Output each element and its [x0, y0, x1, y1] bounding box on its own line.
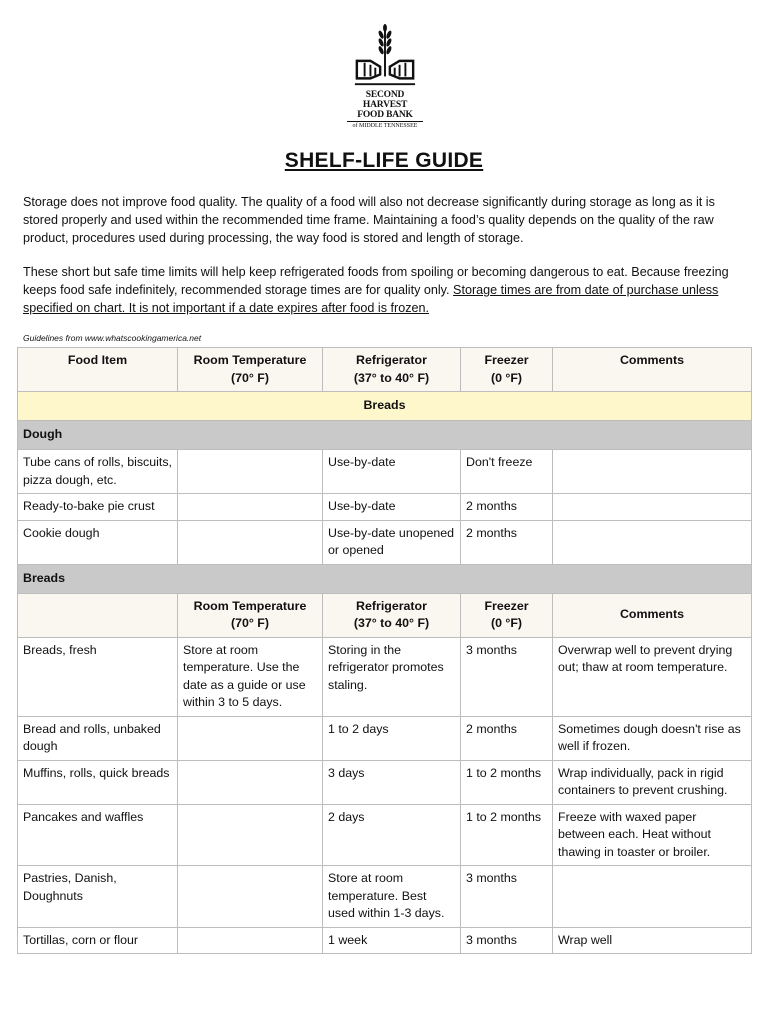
- cell-room: [178, 520, 323, 564]
- table-row: [18, 927, 752, 954]
- category-row: [18, 392, 752, 421]
- header-freezer: Freezer (0 °F): [461, 348, 553, 392]
- cell-room: [178, 494, 323, 521]
- cell-freezer: 1 to 2 months: [461, 804, 553, 866]
- intro-paragraph-2-text: These short but safe time limits will help keep refrigerated foods from spoiling or becoming dangerous to eat. Because freezing keeps food safe indefinitely, recommended storage times are for quality only.: [23, 265, 729, 297]
- cell-item: Ready-to-bake pie crust: [18, 494, 178, 521]
- cell-fridge: Use-by-date: [323, 450, 461, 494]
- cell-item: Pastries, Danish, Doughnuts: [18, 866, 178, 928]
- bread-rows: [18, 637, 752, 954]
- cell-comments: Sometimes dough doesn't rise as well if frozen.: [553, 716, 752, 760]
- cell-item: Breads, fresh: [18, 637, 178, 716]
- table-header-row: [18, 348, 752, 392]
- cell-freezer: 2 months: [461, 494, 553, 521]
- source-note: Guidelines from www.whatscookingamerica.net: [23, 333, 202, 343]
- cell-room: [178, 927, 323, 954]
- cell-freezer: 1 to 2 months: [461, 760, 553, 804]
- cell-room: [178, 716, 323, 760]
- section-row: [18, 564, 752, 593]
- section-row: [18, 421, 752, 450]
- cell-item: Cookie dough: [18, 520, 178, 564]
- table-subheader-row: [18, 593, 752, 637]
- cell-fridge: Use-by-date unopened or opened: [323, 520, 461, 564]
- subheader-food-item: [18, 593, 178, 637]
- wheat-hands-icon: [350, 24, 420, 90]
- section-breads: Breads: [18, 564, 752, 593]
- intro-paragraph-2: [23, 263, 745, 317]
- cell-item: Pancakes and waffles: [18, 804, 178, 866]
- food-bank-logo: [343, 24, 427, 130]
- shelf-life-table: [17, 347, 752, 954]
- header-room-temperature: Room Temperature (70° F): [178, 348, 323, 392]
- cell-room: [178, 866, 323, 928]
- cell-comments: [553, 494, 752, 521]
- cell-fridge: 1 week: [323, 927, 461, 954]
- page-title: SHELF-LIFE GUIDE: [284, 149, 484, 172]
- subheader-freezer: Freezer (0 °F): [461, 593, 553, 637]
- cell-fridge: 3 days: [323, 760, 461, 804]
- logo-line-1: SECOND HARVEST: [362, 90, 408, 110]
- table-row: [18, 760, 752, 804]
- header-food-item: Food Item: [18, 348, 178, 392]
- cell-freezer: 2 months: [461, 716, 553, 760]
- header-refrigerator: Refrigerator (37° to 40° F): [323, 348, 461, 392]
- cell-fridge: 2 days: [323, 804, 461, 866]
- cell-comments: Freeze with waxed paper between each. Heat without thawing in toaster or broiler.: [553, 804, 752, 866]
- cell-freezer: 3 months: [461, 866, 553, 928]
- cell-comments: Overwrap well to prevent drying out; thaw at room temperature.: [553, 637, 752, 716]
- cell-freezer: 3 months: [461, 927, 553, 954]
- cell-fridge: Store at room temperature. Best used within 1-3 days.: [323, 866, 461, 928]
- cell-fridge: 1 to 2 days: [323, 716, 461, 760]
- cell-comments: Wrap individually, pack in rigid containers to prevent crushing.: [553, 760, 752, 804]
- cell-room: [178, 804, 323, 866]
- cell-comments: [553, 450, 752, 494]
- table-row: [18, 637, 752, 716]
- cell-room: Store at room temperature. Use the date as a guide or use within 3 to 5 days.: [178, 637, 323, 716]
- subheader-room-temperature: Room Temperature (70° F): [178, 593, 323, 637]
- intro-paragraph-2-underlined: Storage times are from date of purchase unless specified on chart. It is not important if a date expires after food is frozen.: [23, 283, 719, 315]
- cell-item: Tube cans of rolls, biscuits, pizza dough, etc.: [18, 450, 178, 494]
- cell-comments: [553, 866, 752, 928]
- table-row: [18, 494, 752, 521]
- table-row: [18, 866, 752, 928]
- header-comments: Comments: [553, 348, 752, 392]
- cell-item: Muffins, rolls, quick breads: [18, 760, 178, 804]
- table-row: [18, 716, 752, 760]
- subheader-refrigerator: Refrigerator (37° to 40° F): [323, 593, 461, 637]
- cell-fridge: Storing in the refrigerator promotes staling.: [323, 637, 461, 716]
- intro-paragraph-1: Storage does not improve food quality. The quality of a food will also not decrease significantly during storage as long as it is stored properly and used within the recommended time frame. Maintaining a food’s quality depends on the quality of the raw product, procedures used during processing, the way food is stored and length of storage.: [23, 195, 715, 245]
- category-breads: Breads: [18, 392, 752, 421]
- cell-item: Bread and rolls, unbaked dough: [18, 716, 178, 760]
- cell-comments: [553, 520, 752, 564]
- cell-item: Tortillas, corn or flour: [18, 927, 178, 954]
- logo-line-3: of MIDDLE TENNESSEE: [347, 121, 423, 130]
- subheader-comments: Comments: [553, 593, 752, 637]
- section-dough: Dough: [18, 421, 752, 450]
- cell-room: [178, 760, 323, 804]
- dough-rows: [18, 450, 752, 565]
- logo-line-2: FOOD BANK: [357, 110, 413, 120]
- cell-room: [178, 450, 323, 494]
- cell-freezer: 2 months: [461, 520, 553, 564]
- table-row: [18, 450, 752, 494]
- table-row: [18, 520, 752, 564]
- cell-freezer: 3 months: [461, 637, 553, 716]
- cell-fridge: Use-by-date: [323, 494, 461, 521]
- cell-freezer: Don't freeze: [461, 450, 553, 494]
- cell-comments: Wrap well: [553, 927, 752, 954]
- table-row: [18, 804, 752, 866]
